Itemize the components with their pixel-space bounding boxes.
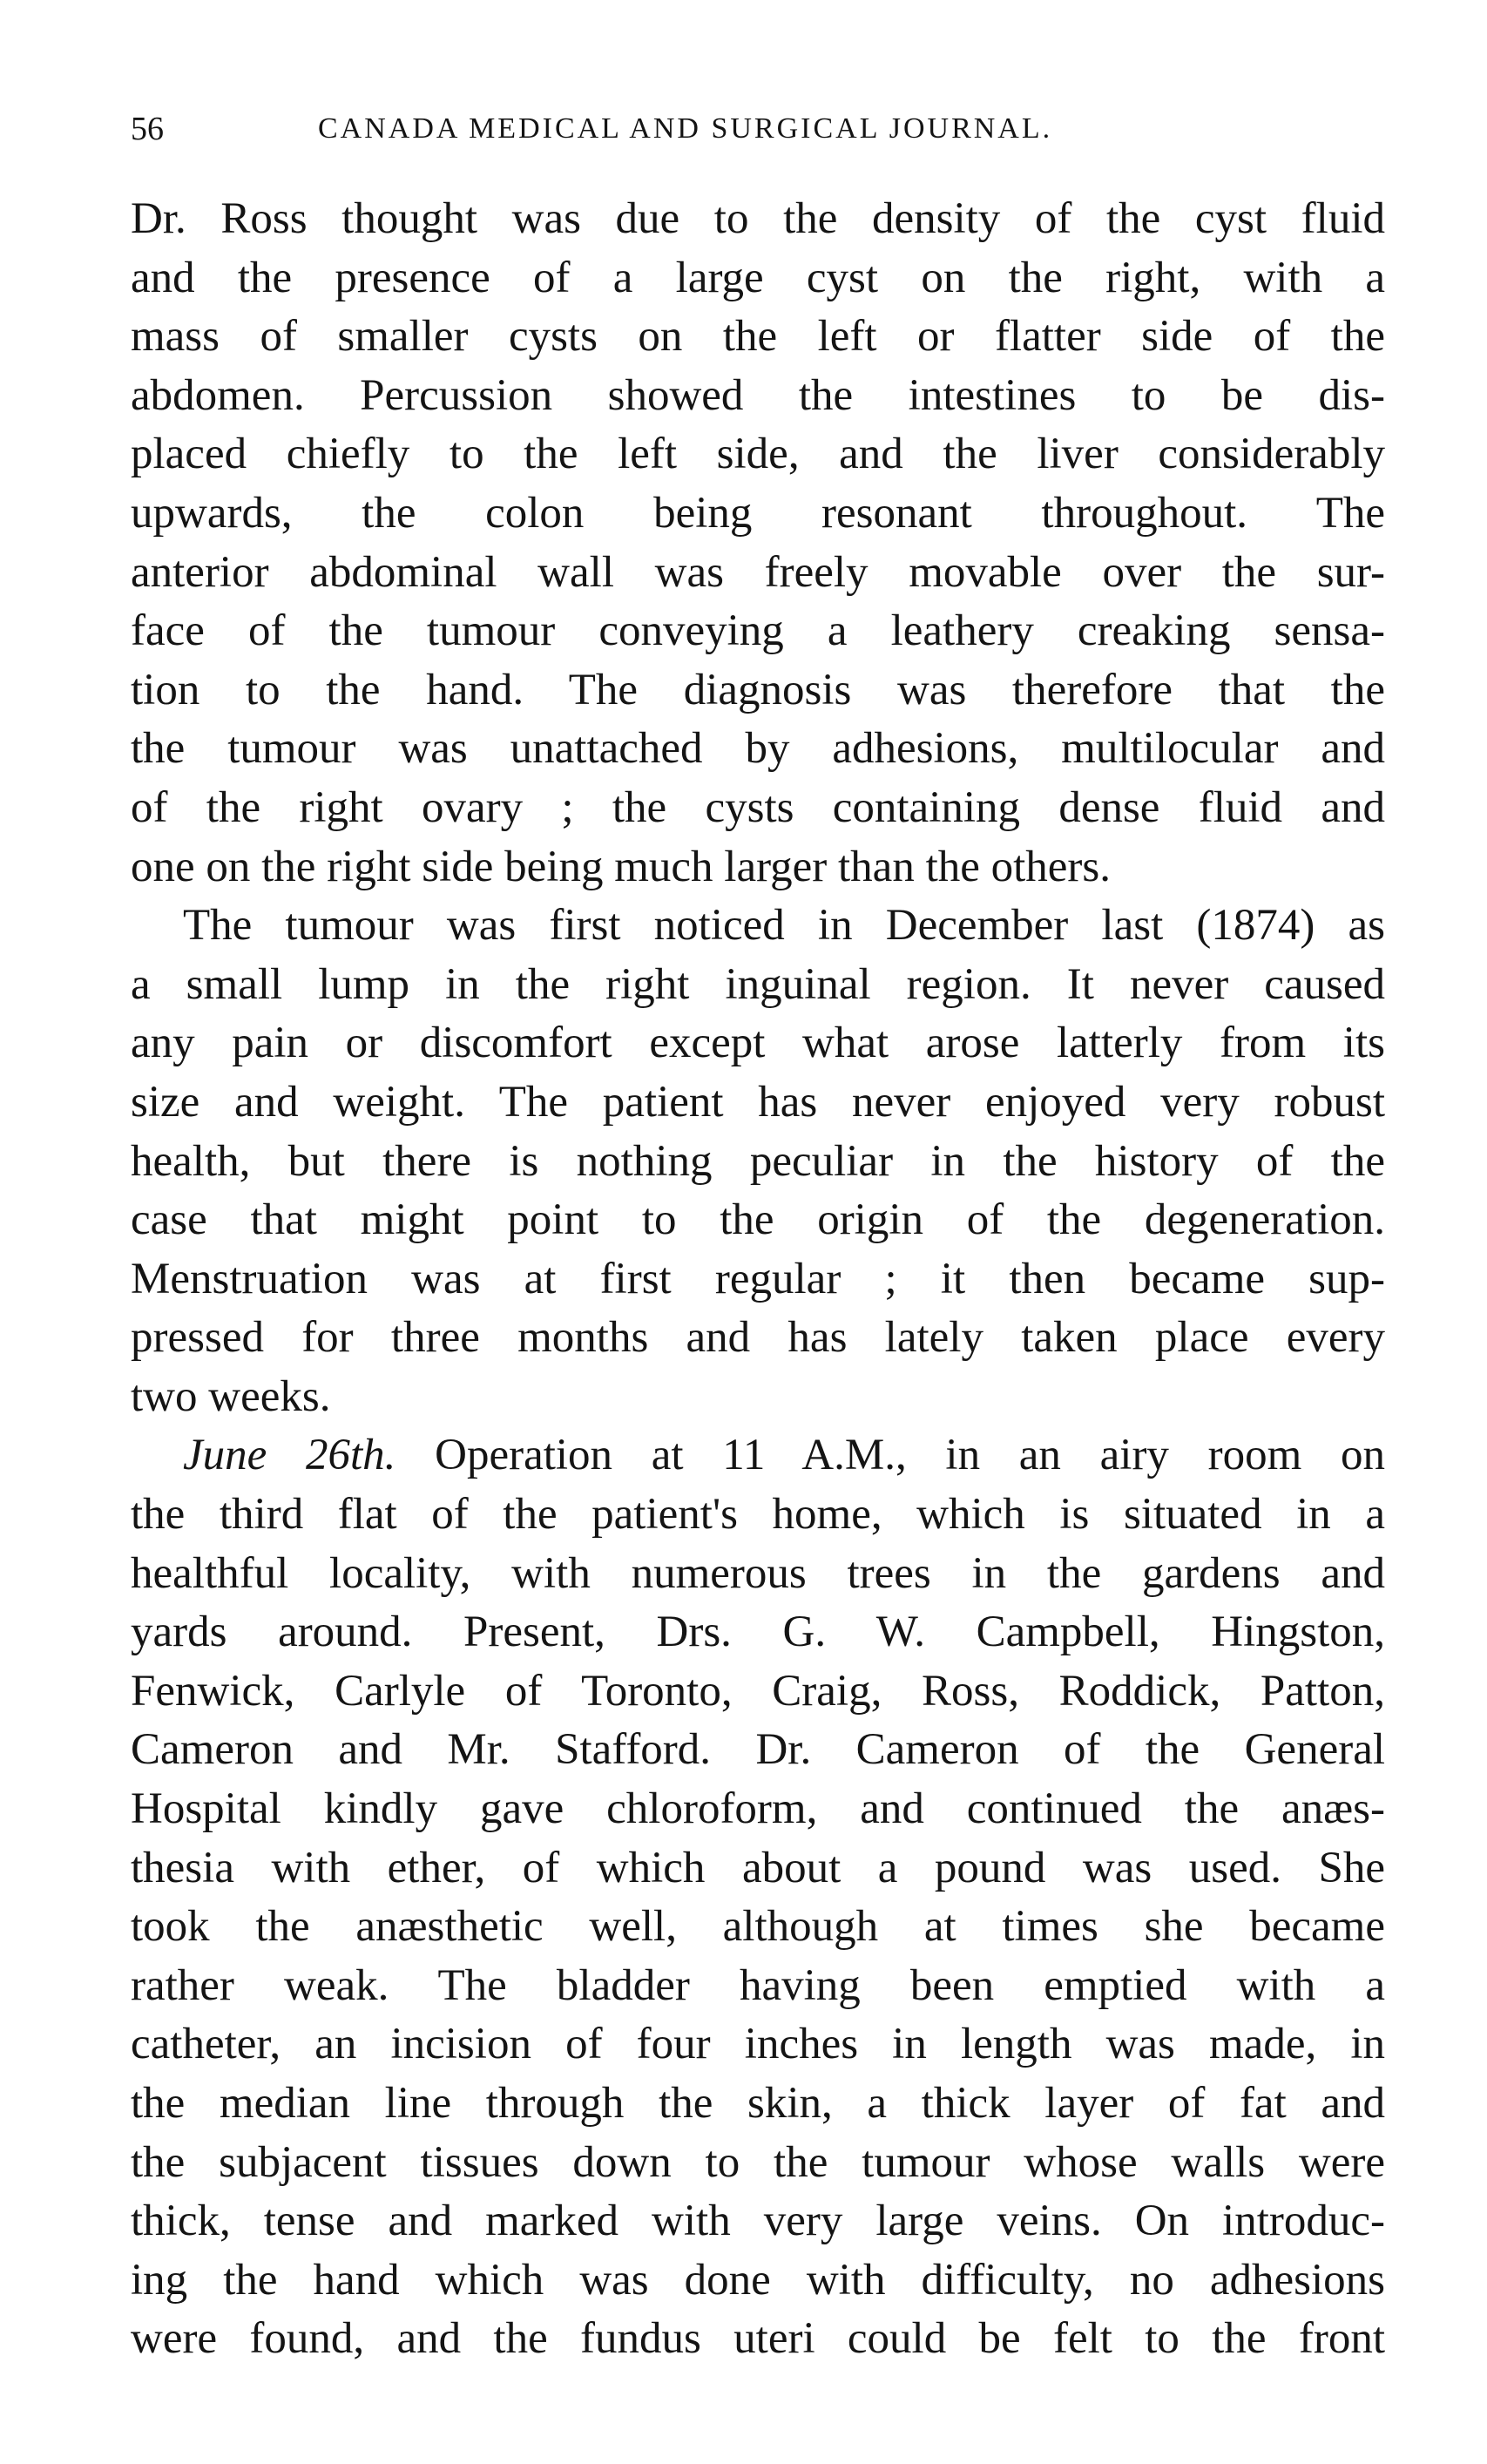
text-line: face of the tumour conveying a leathery creaking sensa- bbox=[131, 606, 1385, 656]
text-line: mass of smaller cysts on the left or flatter side of the bbox=[131, 312, 1385, 362]
text-line: Hospital kindly gave chloroform, and continued the anæs- bbox=[131, 1784, 1385, 1834]
text-line: took the anæsthetic well, although at times she became bbox=[131, 1902, 1385, 1952]
text-line: two weeks. bbox=[131, 1371, 331, 1421]
running-head bbox=[131, 103, 1385, 155]
text-line: ing the hand which was done with difficulty, no adhesions bbox=[131, 2255, 1385, 2305]
text-line: Dr. Ross thought was due to the density of the cyst fluid bbox=[131, 194, 1385, 243]
text-line: any pain or discomfort except what arose latterly from its bbox=[131, 1019, 1385, 1068]
text-line: rather weak. The bladder having been emptied with a bbox=[131, 1960, 1385, 2010]
text-line: and the presence of a large cyst on the right, with a bbox=[131, 253, 1385, 302]
text-line: placed chiefly to the left side, and the liver considerably bbox=[131, 430, 1385, 479]
text-line: the subjacent tissues down to the tumour whose walls were bbox=[131, 2137, 1385, 2187]
text-line: were found, and the fundus uteri could be felt to the front bbox=[131, 2314, 1385, 2364]
text-line: The tumour was first noticed in December last (1874) as bbox=[183, 901, 1385, 951]
text-line: yards around. Present, Drs. G. W. Campbell, Hingston, bbox=[131, 1608, 1385, 1657]
text-line: upwards, the colon being resonant throughout. The bbox=[131, 488, 1385, 538]
article-body bbox=[131, 190, 1385, 2369]
text-line: case that might point to the origin of the degeneration. bbox=[131, 1195, 1385, 1245]
text-line: health, but there is nothing peculiar in the history of the bbox=[131, 1136, 1385, 1186]
text-line: thick, tense and marked with very large veins. On introduc- bbox=[131, 2197, 1385, 2246]
text-line-rest: Operation at 11 A.M., in an airy room on bbox=[435, 1431, 1385, 1480]
text-line: Menstruation was at first regular ; it then became sup- bbox=[131, 1254, 1385, 1303]
text-line: pressed for three months and has lately taken place every bbox=[131, 1313, 1385, 1363]
journal-title: CANADA MEDICAL AND SURGICAL JOURNAL. bbox=[318, 112, 1053, 145]
text-line: abdomen. Percussion showed the intestines to be dis- bbox=[131, 370, 1385, 420]
text-line: the tumour was unattached by adhesions, multilocular and bbox=[131, 724, 1385, 774]
text-line: one on the right side being much larger than the others. bbox=[131, 842, 1112, 891]
text-line: thesia with ether, of which about a pound was used. She bbox=[131, 1843, 1385, 1892]
text-line: size and weight. The patient has never enjoyed very robust bbox=[131, 1077, 1385, 1127]
text-line: Fenwick, Carlyle of Toronto, Craig, Ross, Roddick, Patton, bbox=[131, 1666, 1385, 1716]
text-line: the median line through the skin, a thick layer of fat and bbox=[131, 2079, 1385, 2128]
text-line: catheter, an incision of four inches in length was made, in bbox=[131, 2020, 1385, 2069]
text-line: tion to the hand. The diagnosis was therefore that the bbox=[131, 665, 1385, 714]
text-line: Cameron and Mr. Stafford. Dr. Cameron of the General bbox=[131, 1725, 1385, 1775]
text-line bbox=[131, 1426, 1385, 1486]
text-line: the third flat of the patient's home, which is situated in a bbox=[131, 1490, 1385, 1540]
text-line: of the right ovary ; the cysts containing dense fluid and bbox=[131, 782, 1385, 832]
dateline: June 26th. bbox=[183, 1431, 396, 1480]
page-number: 56 bbox=[131, 111, 164, 147]
text-line: a small lump in the right inguinal region. It never caused bbox=[131, 959, 1385, 1009]
text-line: healthful locality, with numerous trees in the gardens and bbox=[131, 1548, 1385, 1598]
text-line: anterior abdominal wall was freely movable over the sur- bbox=[131, 547, 1385, 597]
